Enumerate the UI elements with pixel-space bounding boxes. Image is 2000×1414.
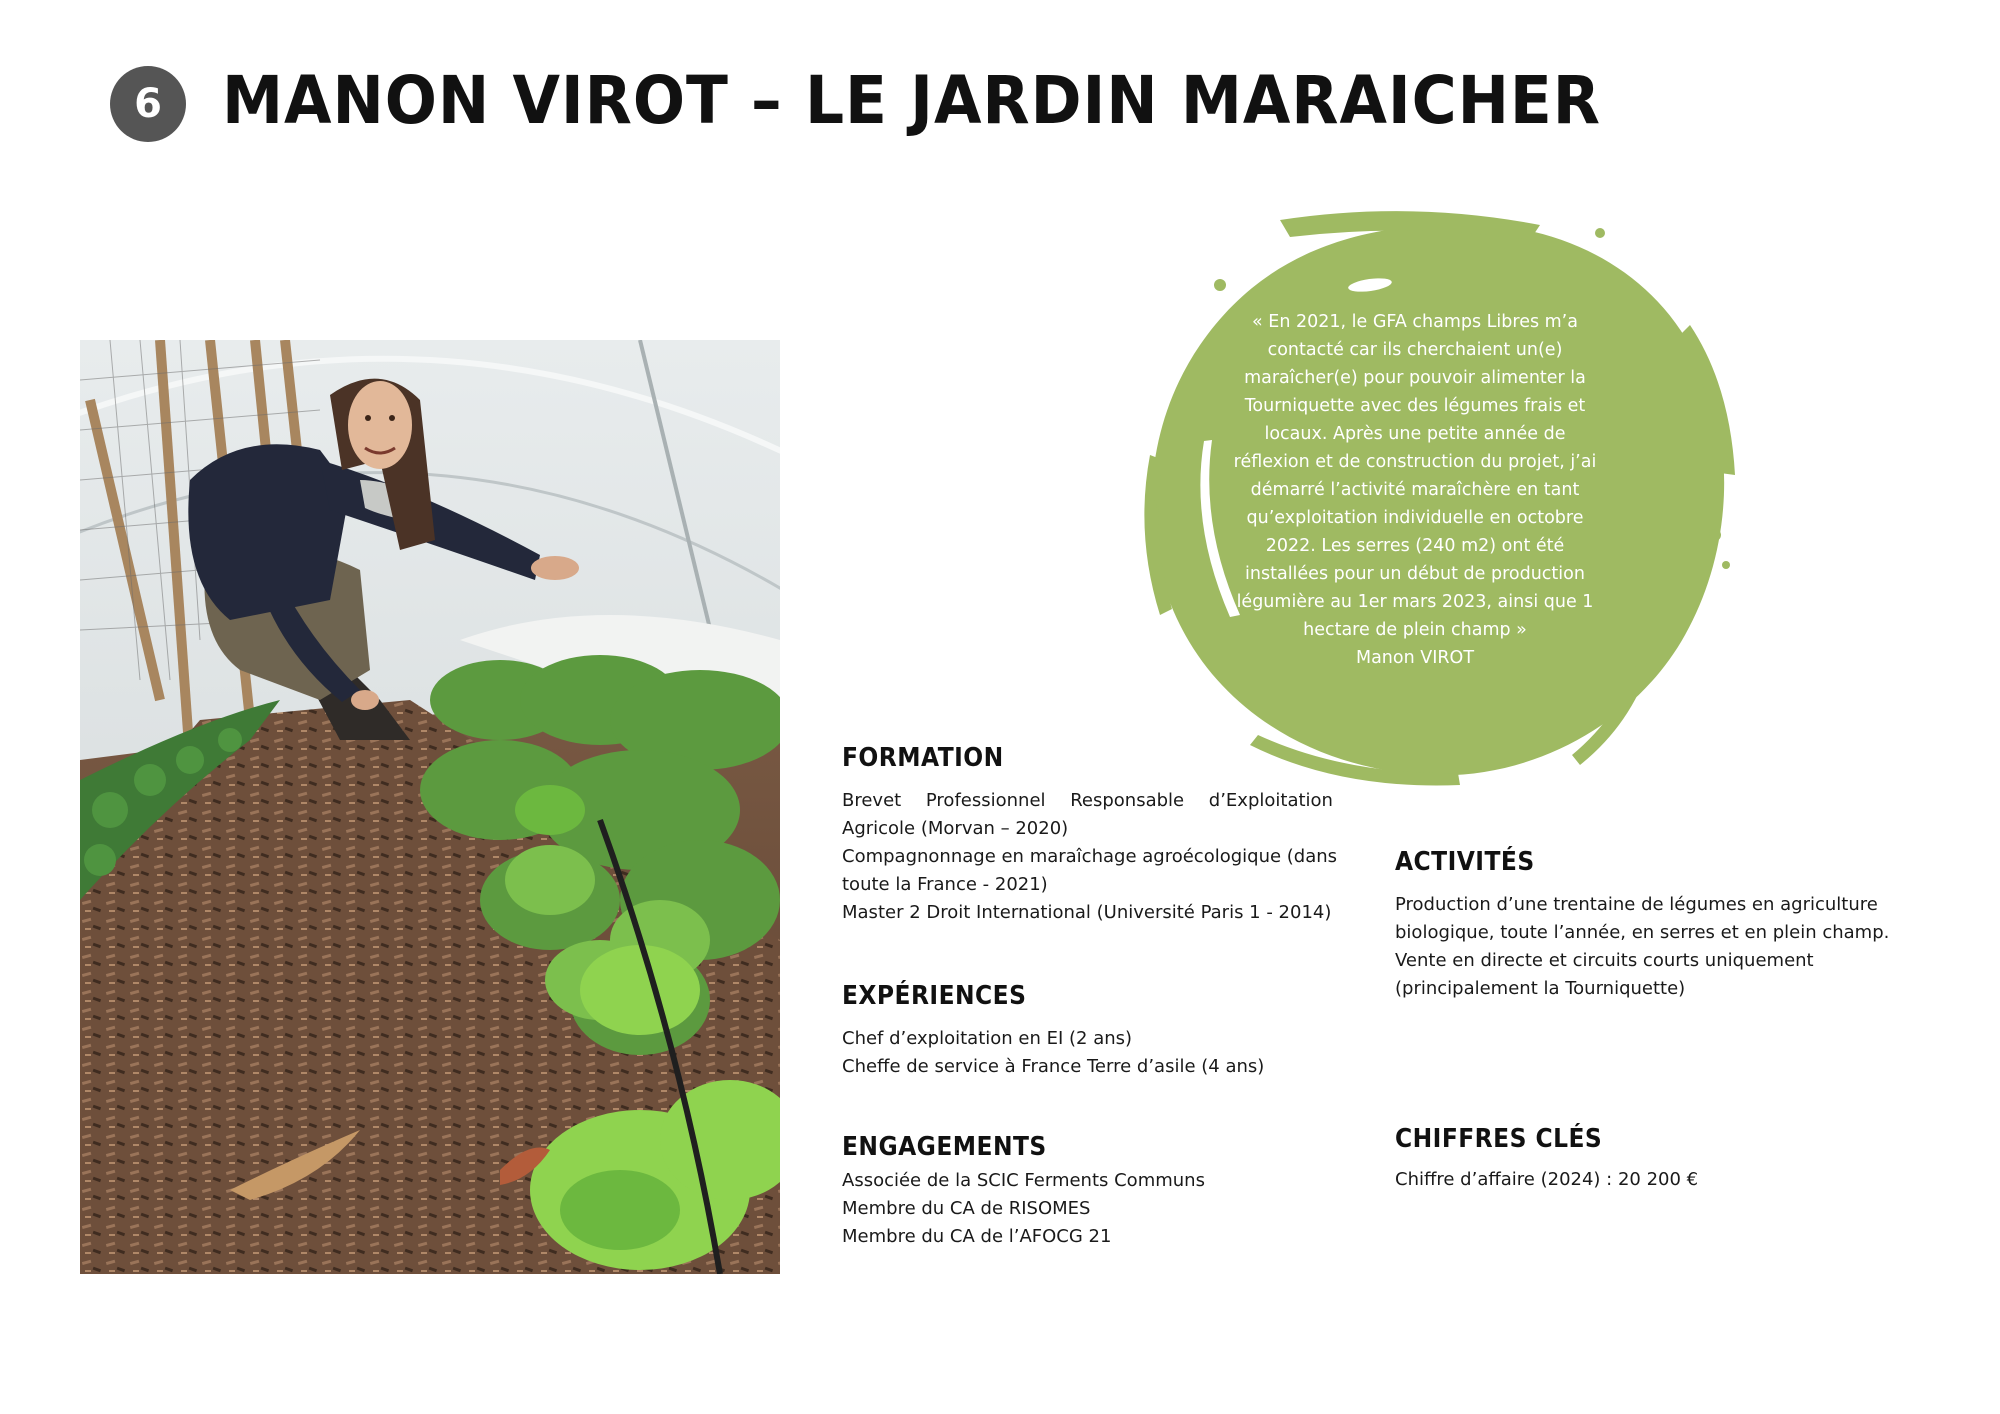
section-number-badge (110, 66, 186, 142)
quote-line: hectare de plein champ » (1303, 620, 1527, 640)
chiffres-body (1395, 1166, 1698, 1194)
formation-line: Master 2 Droit International (Université Paris 1 - 2014) (842, 902, 1332, 923)
quote-line: Tourniquette avec des légumes frais et (1244, 396, 1586, 416)
quote-line: « En 2021, le GFA champs Libres m’a (1252, 312, 1578, 332)
experiences-line: Chef d’exploitation en EI (2 ans) (842, 1028, 1133, 1049)
formation-first-line (842, 787, 1333, 815)
testimonial-quote (1215, 308, 1615, 672)
quote-line: contacté car ils cherchaient un(e) (1267, 340, 1563, 360)
portrait-photo (80, 340, 780, 1274)
experiences-heading: EXPÉRIENCES (842, 981, 1027, 1011)
quote-line: légumière au 1er mars 2023, ainsi que 1 (1236, 592, 1594, 612)
formation-word: Brevet (842, 790, 902, 811)
experiences-line: Cheffe de service à France Terre d’asile (4 ans) (842, 1056, 1265, 1077)
formation-line: toute la France - 2021) (842, 874, 1048, 895)
quote-line: réflexion et de construction du projet, j’ai (1233, 452, 1597, 472)
section-number: 6 (134, 81, 162, 127)
engagements-line: Associée de la SCIC Ferments Communs (842, 1170, 1205, 1191)
engagements-line: Membre du CA de RISOMES (842, 1198, 1091, 1219)
formation-word: Professionnel (925, 790, 1046, 811)
quote-line: démarré l’activité maraîchère en tant (1250, 480, 1580, 500)
activites-line: (principalement la Tourniquette) (1395, 978, 1686, 999)
activites-body (1395, 891, 1889, 1003)
engagements-line: Membre du CA de l’AFOCG 21 (842, 1226, 1112, 1247)
page-title: MANON VIROT – LE JARDIN MARAICHER (222, 62, 1601, 139)
chiffres-line: Chiffre d’affaire (2024) : 20 200 € (1395, 1169, 1699, 1190)
formation-word: Responsable (1070, 790, 1185, 811)
formation-line: Agricole (Morvan – 2020) (842, 818, 1069, 839)
quote-line: qu’exploitation individuelle en octobre (1246, 508, 1584, 528)
quote-line: locaux. Après une petite année de (1264, 424, 1566, 444)
quote-line: 2022. Les serres (240 m2) ont été (1265, 536, 1565, 556)
activites-heading: ACTIVITÉS (1395, 847, 1535, 877)
engagements-heading: ENGAGEMENTS (842, 1132, 1047, 1162)
formation-word: d’Exploitation (1208, 790, 1333, 811)
quote-line: maraîcher(e) pour pouvoir alimenter la (1244, 368, 1586, 388)
engagements-body (842, 1167, 1205, 1251)
quote-author: Manon VIROT (1355, 648, 1475, 668)
activites-line: Production d’une trentaine de légumes en agriculture (1395, 894, 1878, 915)
formation-heading: FORMATION (842, 743, 1004, 773)
activites-line: biologique, toute l’année, en serres et en plein champ. (1395, 922, 1890, 943)
chiffres-heading: CHIFFRES CLÉS (1395, 1124, 1603, 1154)
formation-line: Compagnonnage en maraîchage agroécologique (dans (842, 846, 1338, 867)
formation-body (842, 787, 1338, 927)
quote-line: installées pour un début de production (1245, 564, 1585, 584)
experiences-body (842, 1025, 1264, 1081)
activites-line: Vente en directe et circuits courts uniquement (1395, 950, 1814, 971)
